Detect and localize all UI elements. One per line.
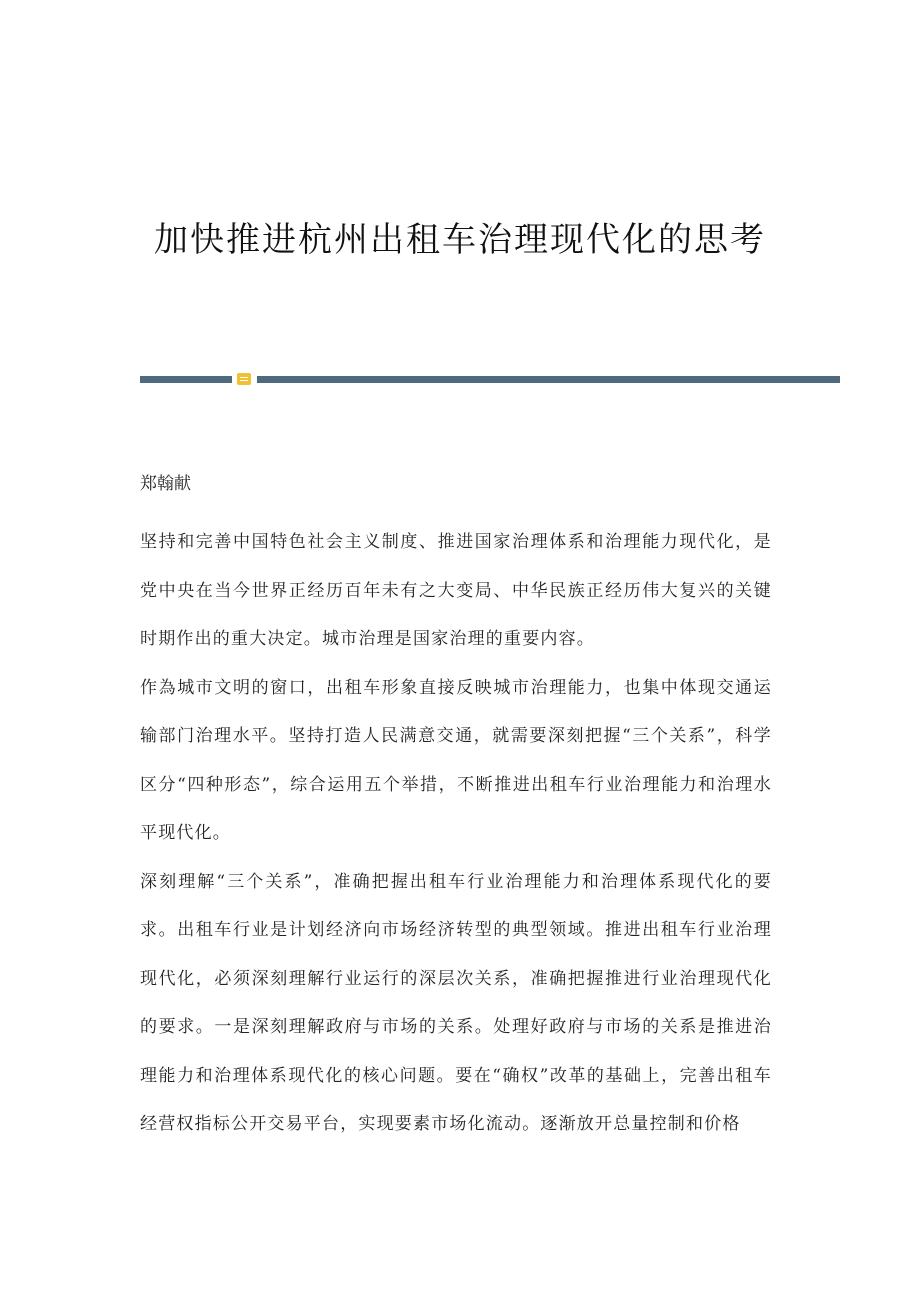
title-divider	[140, 372, 840, 386]
document-title: 加快推进杭州出租车治理现代化的思考	[154, 220, 766, 260]
document-marker-icon	[237, 373, 251, 385]
divider-bar-left	[140, 376, 232, 383]
article-body	[140, 518, 772, 1149]
divider-bar-right	[257, 376, 840, 383]
paragraph-1: 坚持和完善中国特色社会主义制度、推进国家治理体系和治理能力现代化，是党中央在当今世界正经历百年未有之大变局、中华民族正经历伟大复兴的关键时期作出的重大决定。城市治理是国家治理的重要内容。	[140, 532, 772, 649]
author-name: 郑翰献	[140, 474, 191, 494]
paragraph-3: 深刻理解“三个关系”，准确把握出租车行业治理能力和治理体系现代化的要求。出租车行业是计划经济向市场经济转型的典型领域。推进出租车行业治理现代化，必须深刻理解行业运行的深层次关系，准确把握推进行业治理现代化的要求。一是深刻理解政府与市场的关系。处理好政府与市场的关系是推进治理能力和治理体系现代化的核心问题。要在“确权”改革的基础上，完善出租车经营权指标公开交易平台，实现要素市场化流动。逐渐放开总量控制和价格	[140, 871, 772, 1134]
paragraph-2: 作為城市文明的窗口，出租车形象直接反映城市治理能力，也集中体现交通运输部门治理水平。坚持打造人民满意交通，就需要深刻把握“三个关系”，科学区分“四种形态”，综合运用五个举措，不断推进出租车行业治理能力和治理水平现代化。	[140, 677, 772, 843]
